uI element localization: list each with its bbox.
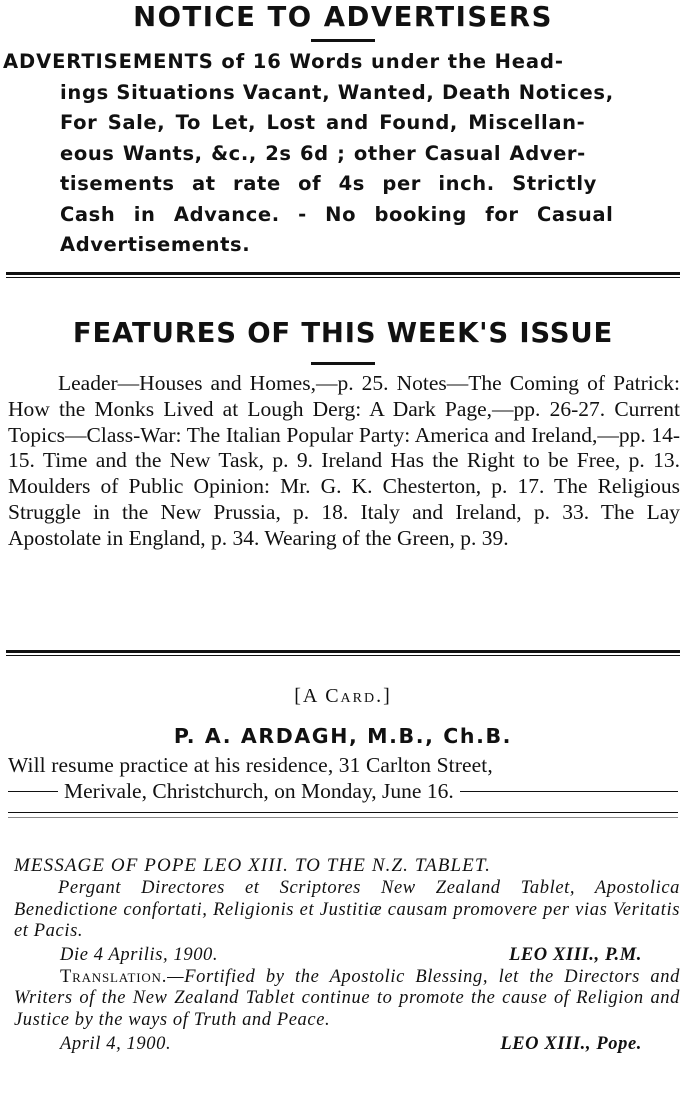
title-rule (311, 362, 375, 365)
message-title: MESSAGE OF POPE LEO XIII. TO THE N.Z. TABLET. (14, 855, 491, 876)
message-translation (14, 967, 680, 1032)
notice-line: Cash in Advance. - No booking for Casual (60, 202, 614, 226)
latin-date: Die 4 Aprilis, 1900. (60, 944, 219, 965)
section-divider (6, 272, 680, 278)
card-section (0, 683, 686, 804)
features-body: Leader—Houses and Homes,—p. 25. Notes—The Coming of Patrick: How the Monks Lived at Lough Derg: A Dark Page,—pp. 26-27. Current Topics—Class-War: The Italian Popular Party: America and Ireland,—pp. 14-15. Time and the New Task, p. 9. Ireland Has the Right to be Free, p. 13. Moulders of Public Opinion: Mr. G. K. Chesterton, p. 17. The Religious Struggle in the New Prussia, p. 18. Italy and Ireland, p. 33. The Lay Apostolate in England, p. 34. Wearing of the Green, p. 39. (8, 371, 680, 550)
translation-text: —Fortified by the Apostolic Blessing, let the Directors and Writers of the New Zealand Tablet continue to promote the cause of Religion and Justice by the ways of Truth and Peace. (14, 966, 680, 1030)
translation-sign: LEO XIII., Pope. (500, 1033, 642, 1054)
notice-line: Advertisements. (60, 233, 251, 256)
translation-label: Translation. (60, 966, 168, 987)
section-divider (6, 650, 680, 656)
card-line: Will resume practice at his residence, 31 Carlton Street, (8, 753, 493, 777)
card-line-wrap (0, 778, 686, 804)
notice-line: eous Wants, &c., 2s 6d ; other Casual Adver- (60, 141, 586, 165)
card-label: [A Card.] (294, 685, 392, 707)
translation-date: April 4, 1900. (60, 1033, 172, 1054)
translation-signoff (14, 1032, 680, 1056)
notice-line: ings Situations Vacant, Wanted, Death Notices, (60, 80, 614, 104)
title-rule (311, 39, 375, 42)
thin-divider (8, 817, 678, 818)
card-line: Merivale, Christchurch, on Monday, June 16. (64, 779, 454, 803)
notice-body (0, 47, 680, 261)
latin-signoff (14, 943, 680, 967)
card-name: P. A. ARDAGH, M.B., Ch.B. (173, 724, 513, 748)
message-section (14, 854, 680, 1056)
features-section (0, 316, 686, 552)
message-latin: Pergant Directores et Scriptores New Zealand Tablet, Apostolica Benedictione confortati, Religionis et Justitiæ causam promovere per vias Veritatis et Pacis. (14, 878, 680, 942)
notice-line: For Sale, To Let, Lost and Found, Miscellan- (60, 111, 586, 134)
thin-divider (8, 812, 678, 813)
latin-sign: LEO XIII., P.M. (508, 944, 642, 965)
notice-line: ADVERTISEMENTS of 16 Words under the Head- (3, 50, 564, 73)
notice-line: tisements at rate of 4s per inch. Strictly (60, 172, 597, 195)
dash-rule (8, 791, 58, 792)
dash-rule (460, 791, 678, 792)
notice-title: NOTICE TO ADVERTISERS (133, 1, 553, 33)
features-title: FEATURES OF THIS WEEK'S ISSUE (72, 317, 614, 349)
notice-section (0, 0, 686, 261)
